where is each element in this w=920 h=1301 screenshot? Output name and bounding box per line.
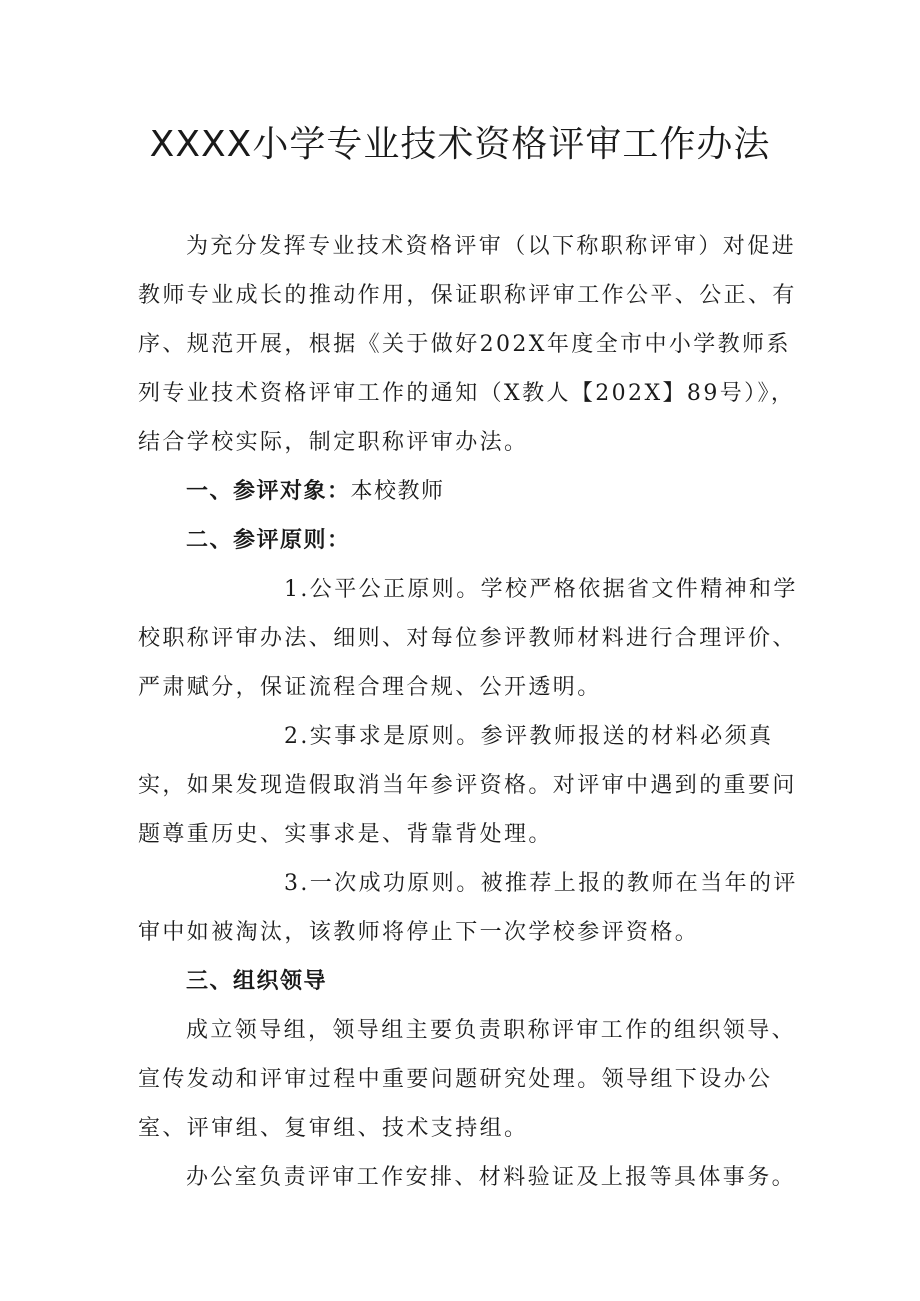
section-1-heading xyxy=(138,467,798,516)
principle-2-paragraph: 2.实事求是原则。参评教师报送的材料必须真实，如果发现造假取消当年参评资格。对评审中遇到的重要问题尊重历史、实事求是、背靠背处理。 xyxy=(138,724,797,847)
section-3-heading: 三、组织领导 xyxy=(186,969,328,994)
principle-1-paragraph: 1.公平公正原则。学校严格依据省文件精神和学校职称评审办法、细则、对每位参评教师材料进行合理评价、严肃赋分，保证流程合理合规、公开透明。 xyxy=(138,577,798,700)
section-3-paragraph-2: 办公室负责评审工作安排、材料验证及上报等具体事务。 xyxy=(186,1165,797,1190)
intro-paragraph: 为充分发挥专业技术资格评审（以下称职称评审）对促进教师专业成长的推动作用，保证职称评审工作公平、公正、有序、规范开展，根据《关于做好202X年度全市中小学教师系列专业技术资格评审工作的通知（X教人【202X】89号）》，结合学校实际，制定职称评审办法。 xyxy=(138,234,797,455)
document-body xyxy=(138,222,798,1202)
section-3-paragraph-1: 成立领导组，领导组主要负责职称评审工作的组织领导、宣传发动和评审过程中重要问题研究处理。领导组下设办公室、评审组、复审组、技术支持组。 xyxy=(138,1018,797,1141)
section-1-value: 本校教师 xyxy=(350,479,445,504)
document-title: XXXX小学专业技术资格评审工作办法 xyxy=(149,124,771,165)
section-1-title: 一、参评对象： xyxy=(186,479,351,504)
section-2-heading: 二、参评原则： xyxy=(186,528,351,553)
principle-3-paragraph: 3.一次成功原则。被推荐上报的教师在当年的评审中如被淘汰，该教师将停止下一次学校参评资格。 xyxy=(138,871,798,945)
